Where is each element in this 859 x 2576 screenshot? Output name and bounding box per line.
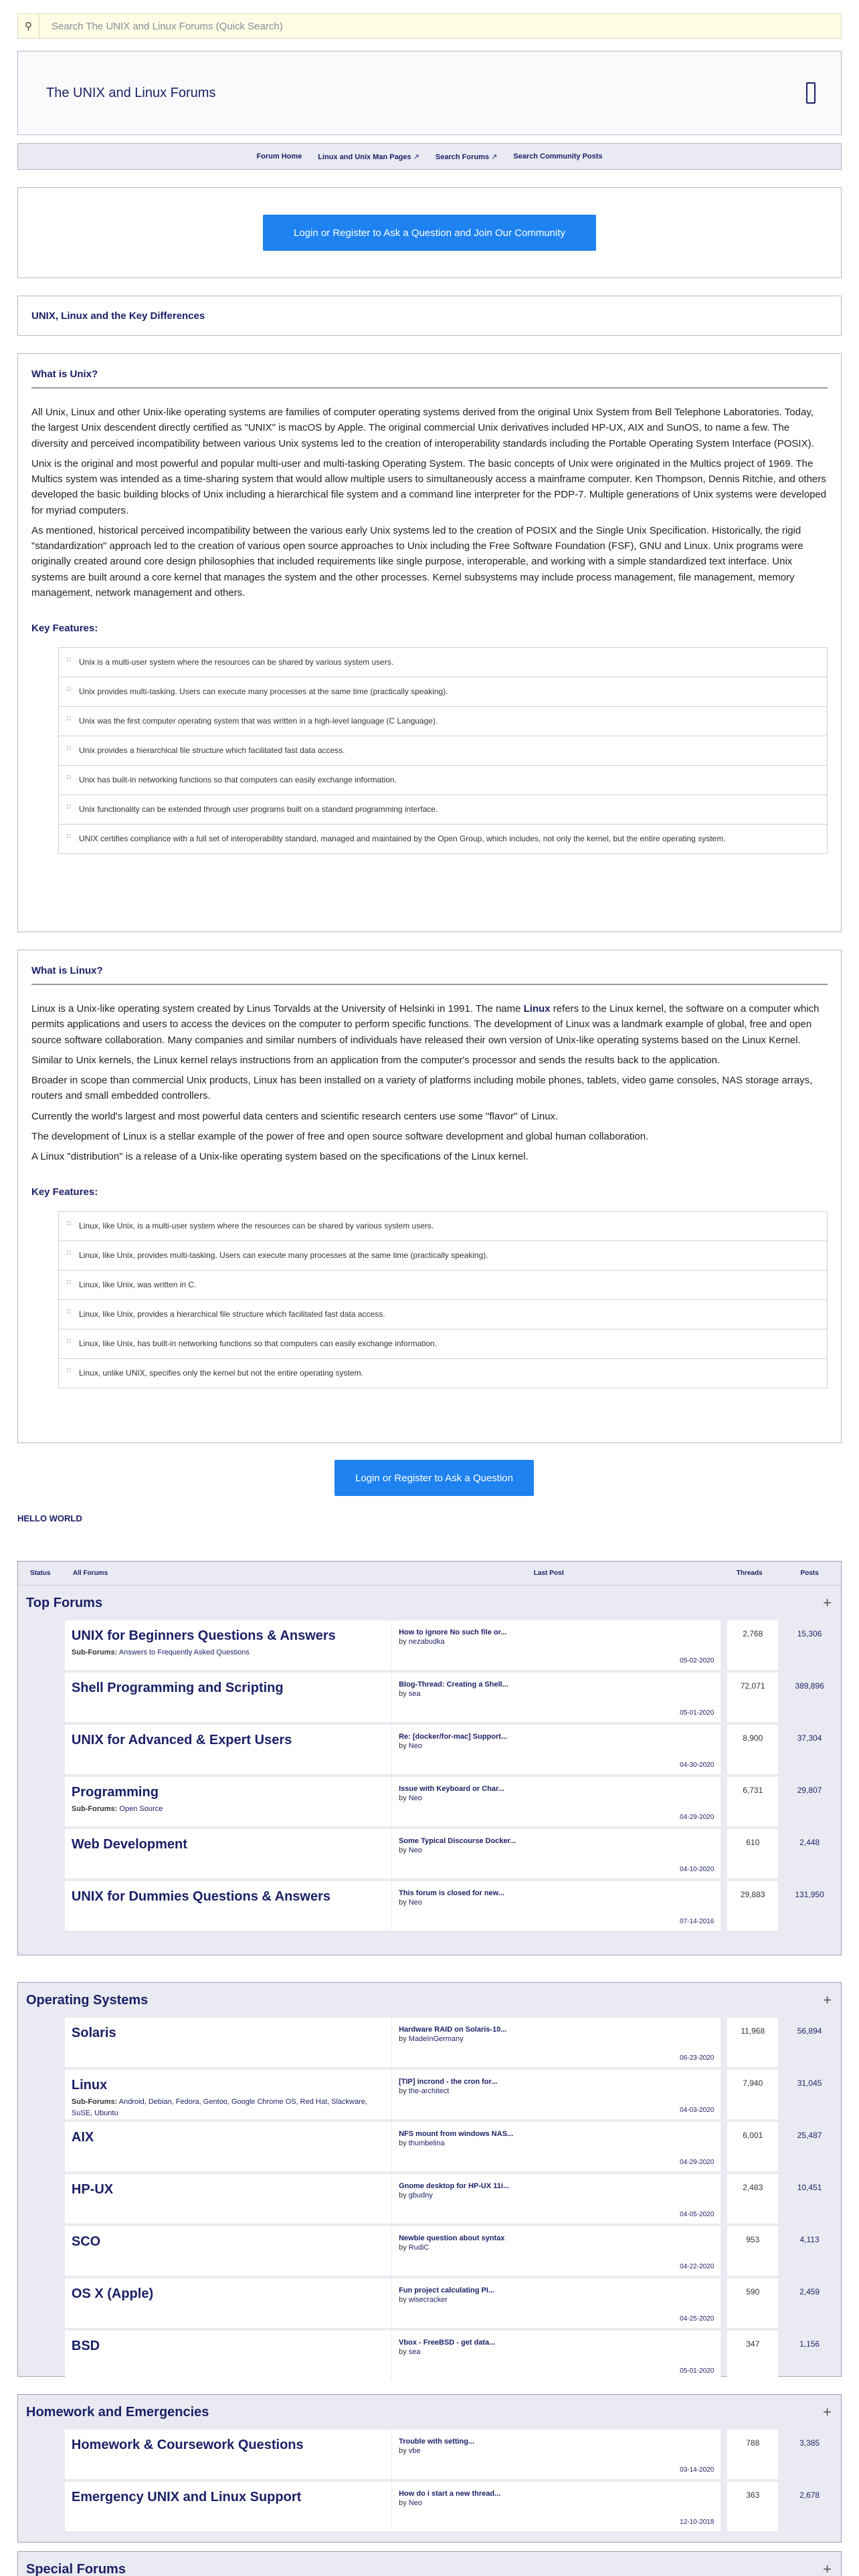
subforum-links[interactable]: Android, Debian, Fedora, Gentoo, Google Chrome OS, Red Hat, Slackware, SuSE, Ubuntu [71, 2098, 367, 2117]
site-header [17, 51, 842, 135]
by-label: by [399, 2244, 407, 2252]
site-name-link[interactable]: The UNIX and Linux Forums [46, 85, 216, 100]
forum-status-icon [18, 2174, 65, 2224]
thread-count: 953 [727, 2226, 778, 2276]
last-post-date: 04-22-2020 [680, 2263, 714, 2270]
category-header[interactable] [18, 1586, 841, 1620]
forum-name-link[interactable]: Programming [71, 1785, 159, 1800]
forum-name-link[interactable]: Linux [71, 2078, 108, 2092]
category-header[interactable] [18, 2395, 841, 2430]
login-register-button[interactable]: Login or Register to Ask a Question and Join Our Community [263, 215, 596, 251]
cell-gap [721, 1829, 727, 1879]
last-post-title-link[interactable]: How do i start a new thread... [399, 2490, 501, 2498]
cell-gap [721, 2122, 727, 2171]
post-count: 10,451 [797, 2183, 822, 2192]
thread-count: 72,071 [727, 1673, 778, 1722]
post-count: 15,306 [797, 1629, 822, 1638]
post-count: 2,459 [799, 2287, 820, 2296]
forum-status-icon [18, 1777, 65, 1826]
hamburger-menu-icon[interactable] [806, 82, 816, 104]
category-name[interactable]: Special Forums [26, 2561, 126, 2576]
header-last-post: Last Post [533, 1570, 564, 1577]
last-post-cell [392, 2482, 721, 2531]
forum-name-link[interactable]: Shell Programming and Scripting [71, 1681, 284, 1695]
forum-row [18, 1673, 841, 1722]
by-label: by [399, 1742, 407, 1750]
subforum-links[interactable]: Open Source [119, 1805, 163, 1813]
by-label: by [399, 2087, 407, 2095]
last-post-author-link[interactable]: vbe [408, 2447, 421, 2455]
forum-cell [65, 1829, 392, 1879]
last-post-cell [392, 2070, 721, 2119]
by-label: by [399, 1690, 407, 1698]
unix-paragraph: As mentioned, historical perceived incompatibility between the various early Unix systems led to the creation of POSIX and the Single Unix Specification. Historically, the rigid "standardization" approach led to the creation of various open source approaches to Unix including the Free Software Foundation (FSF), GNU and Linux. Unix programs were originally created around core design philosophies that included requirements like single purpose, interoperable, and working with a simple standardized text interface. Unix systems are built around a core kernel that manages the system and the other processes. Kernel subsystems may include process management, file management, memory management, network management and others. [31, 524, 803, 599]
last-post-cell [392, 2331, 721, 2380]
forum-category-section [17, 2551, 842, 2576]
last-post-author-link[interactable]: sea [408, 1690, 421, 1698]
linux-text: Linux is a Unix-like operating system created by Linus Torvalds at the University of Helsinki in 1991. The name [31, 1003, 524, 1014]
last-post-title-link[interactable]: [TIP] incrond - the cron for... [399, 2078, 498, 2086]
forum-status-icon [18, 2331, 65, 2380]
last-post-author-link[interactable]: wisecracker [408, 2296, 448, 2304]
last-post-date: 05-01-2020 [680, 2367, 714, 2375]
feature-item: □ Linux, like Unix, is a multi-user system where the resources can be shared by various system users. [59, 1212, 827, 1241]
last-post-cell [392, 1620, 721, 1670]
category-name[interactable]: Operating Systems [26, 1992, 149, 2008]
linux-paragraph: Similar to Unix kernels, the Linux kernel relays instructions from an application from the computer's processor and sends the results back to the application. [31, 1054, 721, 1066]
thread-count: 11,968 [727, 2018, 778, 2067]
category-header[interactable] [18, 1983, 841, 2018]
forum-row [18, 2226, 841, 2276]
thread-count: 2,768 [727, 1620, 778, 1670]
last-post-title-link[interactable]: Issue with Keyboard or Char... [399, 1785, 504, 1793]
top-nav [17, 143, 842, 170]
last-post-author-line [399, 1742, 715, 1750]
last-post-author-line [399, 2191, 715, 2199]
linux-paragraph [31, 1001, 828, 1048]
last-post-author-link[interactable]: Neo [408, 2499, 422, 2507]
by-label: by [399, 1846, 407, 1854]
last-post-author-line [399, 1690, 715, 1698]
last-post-date: 06-23-2020 [680, 2054, 714, 2062]
forum-cell [65, 1881, 392, 1931]
unix-paragraph: All Unix, Linux and other Unix-like operating systems are families of computer operating systems derived from the original Unix System from Bell Telephone Laboratories. Today, the largest Unix descendent directly certified as "UNIX" is macOS by Apple. The original commercial Unix derivatives included HP-UX, AIX and SunOS, to name a few. The diversity and perceived incompatibility between various Unix systems led to the creation of interoperability standards including the Portable Operating System Interface (POSIX). [31, 407, 814, 449]
forum-row [18, 1881, 841, 1931]
forum-status-icon [18, 1673, 65, 1722]
last-post-author-line [399, 2035, 715, 2043]
forum-name-link[interactable]: UNIX for Beginners Questions & Answers [71, 1628, 336, 1643]
page-title: UNIX, Linux and the Key Differences [17, 296, 842, 336]
linux-paragraph: Currently the world's largest and most powerful data centers and scientific research centers use some "flavor" of Linux. [31, 1110, 559, 1122]
forum-status-icon [18, 2482, 65, 2531]
category-header[interactable] [18, 2552, 841, 2576]
thread-count: 788 [727, 2430, 778, 2479]
last-post-date: 05-02-2020 [680, 1657, 714, 1665]
forum-status-icon [18, 2070, 65, 2119]
last-post-title-link[interactable]: Gnome desktop for HP-UX 11i... [399, 2182, 510, 2190]
cell-gap [721, 1881, 727, 1931]
forum-cell [65, 1725, 392, 1774]
forum-cell [65, 2018, 392, 2067]
cell-gap [721, 2482, 727, 2531]
last-post-date: 12-10-2018 [680, 2518, 714, 2526]
feature-item: □ UNIX certifies compliance with a full set of interoperability standard, managed and maintained by the Open Group, which includes, not only the kernel, but the entire operating system. [59, 825, 827, 853]
forum-name-link[interactable]: Web Development [71, 1837, 187, 1852]
subforums-label: Sub-Forums: [71, 2098, 118, 2106]
by-label: by [399, 2296, 407, 2304]
thread-count: 8,900 [727, 1725, 778, 1774]
cell-gap [721, 1777, 727, 1826]
last-post-title-link[interactable]: Fun project calculating PI... [399, 2286, 495, 2294]
last-post-author-link[interactable]: thumbelina [408, 2139, 445, 2147]
subforums-label: Sub-Forums: [71, 1805, 118, 1813]
cell-gap [721, 2018, 727, 2067]
forum-cell [65, 1620, 392, 1670]
post-count: 3,385 [799, 2438, 820, 2448]
thread-count: 610 [727, 1829, 778, 1879]
last-post-author-line [399, 1794, 715, 1802]
last-post-date: 04-25-2020 [680, 2315, 714, 2323]
post-count: 389,896 [795, 1681, 824, 1691]
post-count: 131,950 [795, 1890, 824, 1899]
feature-item: □ Unix is a multi-user system where the resources can be shared by various system users. [59, 648, 827, 677]
thread-count: 6,731 [727, 1777, 778, 1826]
forum-table-header [18, 1562, 841, 1586]
forum-row [18, 1620, 841, 1670]
last-post-title-link[interactable]: This forum is closed for new... [399, 1889, 504, 1897]
thread-count: 29,883 [727, 1881, 778, 1931]
last-post-date: 04-29-2020 [680, 1814, 714, 1821]
by-label: by [399, 2139, 407, 2147]
forum-name-link[interactable]: OS X (Apple) [71, 2286, 154, 2301]
last-post-cell [392, 2174, 721, 2224]
last-post-date: 03-14-2020 [680, 2466, 714, 2474]
cell-gap [721, 1673, 727, 1722]
forum-row [18, 1777, 841, 1826]
feature-item: □ Linux, like Unix, provides a hierarchical file structure which facilitated fast data access. [59, 1300, 827, 1329]
last-post-author-line [399, 2447, 715, 2455]
post-count: 4,113 [799, 2235, 820, 2244]
cell-gap [721, 2226, 727, 2276]
last-post-date: 04-29-2020 [680, 2159, 714, 2166]
last-post-date: 04-10-2020 [680, 1866, 714, 1873]
forum-name-link[interactable]: Homework & Coursework Questions [71, 2438, 304, 2452]
by-label: by [399, 1794, 407, 1802]
forum-row [18, 2482, 841, 2531]
last-post-author-link[interactable]: Neo [408, 1899, 422, 1907]
subforum-links[interactable]: Answers to Frequently Asked Questions [118, 1648, 250, 1656]
last-post-author-line [399, 2244, 715, 2252]
last-post-cell [392, 1673, 721, 1722]
last-post-title-link[interactable]: Re: [docker/for-mac] Support... [399, 1733, 508, 1741]
category-name[interactable]: Top Forums [26, 1595, 103, 1610]
nav-search-community-posts[interactable]: Search Community Posts [513, 152, 603, 160]
forum-cell [65, 2070, 392, 2119]
post-count: 29,807 [797, 1786, 822, 1795]
feature-item: □ Unix was the first computer operating system that was written in a high-level language (C Language). [59, 707, 827, 736]
post-count: 56,894 [797, 2026, 822, 2036]
subforums-line [72, 1647, 391, 1658]
last-post-cell [392, 2122, 721, 2171]
last-post-title-link[interactable]: How to ignore No such file or... [399, 1628, 507, 1636]
forum-name-link[interactable]: BSD [71, 2339, 100, 2353]
feature-item: □ Linux, like Unix, was written in C. [59, 1271, 827, 1300]
post-count: 37,304 [797, 1733, 822, 1743]
search-bar[interactable] [17, 13, 842, 39]
linux-bold-term: Linux [523, 1003, 551, 1014]
unix-heading: What is Unix? [31, 368, 828, 389]
forum-cell [65, 2278, 392, 2328]
nav-forum-home[interactable]: Forum Home [256, 152, 302, 160]
search-input[interactable]: Search The UNIX and Linux Forums (Quick Search) [52, 20, 283, 32]
forum-row [18, 1725, 841, 1774]
category-name[interactable]: Homework and Emergencies [26, 2404, 209, 2420]
subforums-label: Sub-Forums: [71, 1648, 118, 1656]
by-label: by [399, 2447, 407, 2455]
last-post-title-link[interactable]: Blog-Thread: Creating a Shell... [399, 1681, 508, 1689]
row-separator [18, 2531, 841, 2534]
by-label: by [399, 2035, 407, 2043]
feature-item: □ Linux, like Unix, has built-in networking functions so that computers can easily exchange information. [59, 1329, 827, 1359]
forum-row [18, 2070, 841, 2119]
feature-item: □ Unix has built-in networking functions so that computers can easily exchange information. [59, 766, 827, 795]
unix-paragraph: Unix is the original and most powerful and popular multi-user and multi-tasking Operating System. The basic concepts of Unix were originated in the Multics project of 1969. The Multics system was intended as a time-sharing system that would allow multiple users to simultaneously access a mainframe computer. Ken Thompson, Dennis Ritchie, and others developed the basic building blocks of Unix including a hierarchical file system and a command line interpreter for the PDP-7. Multiple generations of Unix systems were developed for myriad computers. [31, 457, 827, 516]
forum-row [18, 1829, 841, 1879]
cell-gap [721, 2430, 727, 2479]
last-post-author-line [399, 2348, 715, 2356]
post-count: 31,045 [797, 2078, 822, 2088]
cell-gap [721, 2174, 727, 2224]
expand-plus-icon[interactable]: + [823, 2561, 832, 2576]
forum-row [18, 2174, 841, 2224]
linux-article [17, 950, 842, 1443]
forum-cell [65, 2122, 392, 2171]
forum-name-link[interactable]: UNIX for Advanced & Expert Users [71, 1733, 292, 1747]
by-label: by [399, 1899, 407, 1907]
forum-status-icon [18, 1881, 65, 1931]
thread-count: 347 [727, 2331, 778, 2380]
forum-status-icon [18, 1725, 65, 1774]
forum-name-link[interactable]: Emergency UNIX and Linux Support [71, 2490, 302, 2504]
expand-plus-icon[interactable]: + [823, 1992, 832, 2008]
nav-search-forums[interactable]: Search Forums ↗ [436, 152, 497, 161]
last-post-date: 07-14-2016 [680, 1918, 714, 1925]
last-post-title-link[interactable]: NFS mount from windows NAS... [399, 2130, 514, 2138]
forum-status-icon [18, 1829, 65, 1879]
cell-gap [721, 2070, 727, 2119]
last-post-title-link[interactable]: Vbox - FreeBSD - get data... [399, 2339, 496, 2347]
thread-count: 2,483 [727, 2174, 778, 2224]
last-post-cell [392, 1881, 721, 1931]
linux-features-heading: Key Features: [31, 1186, 98, 1198]
cell-gap [721, 1725, 727, 1774]
linux-heading: What is Linux? [31, 965, 828, 985]
forum-row [18, 2018, 841, 2067]
forum-status-icon [18, 2278, 65, 2328]
last-post-author-line [399, 2296, 715, 2304]
linux-paragraph: Broader in scope than commercial Unix products, Linux has been installed on a variety of platforms including mobile phones, tablets, video game consoles, NAS storage arrays, routers and small embedded controllers. [31, 1075, 813, 1102]
feature-item: □ Unix provides multi-tasking. Users can execute many processes at the same time (practically speaking). [59, 677, 827, 707]
login-panel [17, 187, 842, 278]
last-post-title-link[interactable]: Hardware RAID on Solaris-10... [399, 2026, 507, 2034]
expand-plus-icon[interactable]: + [823, 1594, 832, 1611]
header-all-forums: All Forums [72, 1570, 108, 1577]
last-post-cell [392, 1777, 721, 1826]
unix-article [17, 353, 842, 932]
last-post-author-link[interactable]: sea [408, 2348, 421, 2356]
thread-count: 590 [727, 2278, 778, 2328]
last-post-cell [392, 2278, 721, 2328]
subforums-line [72, 1804, 391, 1815]
linux-paragraph: The development of Linux is a stellar example of the power of free and open source software development and global human collaboration. [31, 1130, 649, 1142]
forum-cell [65, 2226, 392, 2276]
last-post-author-line [399, 1899, 715, 1907]
forum-name-link[interactable]: Solaris [71, 2026, 116, 2040]
subforums-line [72, 2097, 391, 2119]
last-post-title-link[interactable]: Trouble with setting... [399, 2438, 475, 2446]
forum-category-section [17, 1561, 842, 1955]
last-post-date: 04-30-2020 [680, 1761, 714, 1769]
forum-category-section [17, 2394, 842, 2543]
cell-gap [721, 1620, 727, 1670]
unix-features-list [58, 647, 828, 854]
forum-row [18, 2278, 841, 2328]
feature-item: □ Unix functionality can be extended through user programs built on a standard programming interface. [59, 795, 827, 825]
last-post-title-link[interactable]: Some Typical Discourse Docker... [399, 1837, 516, 1845]
last-post-author-link[interactable]: RudiC [408, 2244, 430, 2252]
forum-status-icon [18, 2122, 65, 2171]
feature-item: □ Linux, like Unix, provides multi-tasking. Users can execute many processes at the same time (practically speaking). [59, 1241, 827, 1271]
post-count: 2,678 [799, 2490, 820, 2500]
last-post-author-link[interactable]: Neo [408, 1846, 422, 1854]
forum-status-icon [18, 1620, 65, 1670]
last-post-author-line [399, 1846, 715, 1854]
by-label: by [399, 1638, 407, 1646]
last-post-cell [392, 2018, 721, 2067]
forum-cell [65, 2430, 392, 2479]
forum-status-icon [18, 2018, 65, 2067]
cell-gap [721, 2278, 727, 2328]
last-post-author-line [399, 2087, 715, 2095]
thread-count: 6,001 [727, 2122, 778, 2171]
last-post-date: 04-05-2020 [680, 2211, 714, 2218]
forum-name-link[interactable]: HP-UX [71, 2182, 114, 2197]
forum-cell [65, 1673, 392, 1722]
forum-name-link[interactable]: UNIX for Dummies Questions & Answers [71, 1889, 331, 1904]
feature-item: □ Linux, unlike UNIX, specifies only the kernel but not the entire operating system. [59, 1359, 827, 1388]
last-post-date: 04-03-2020 [680, 2107, 714, 2114]
last-post-author-link[interactable]: MadeInGermany [408, 2035, 464, 2043]
header-threads: Threads [736, 1570, 763, 1577]
forum-name-link[interactable]: AIX [71, 2130, 94, 2145]
last-post-author-link[interactable]: Neo [408, 1794, 422, 1802]
last-post-author-link[interactable]: gbudny [408, 2191, 433, 2199]
linux-features-list [58, 1211, 828, 1388]
last-post-date: 05-01-2020 [680, 1709, 714, 1717]
forum-row [18, 2331, 841, 2380]
post-count: 1,156 [799, 2339, 820, 2349]
forum-category-section [17, 1982, 842, 2377]
feature-item: □ Unix provides a hierarchical file structure which facilitated fast data access. [59, 736, 827, 766]
linux-paragraph: A Linux "distribution" is a release of a Unix-like operating system based on the specifications of the Linux kernel. [31, 1151, 529, 1162]
last-post-cell [392, 2226, 721, 2276]
header-status: Status [30, 1570, 51, 1577]
last-post-title-link[interactable]: Newbie question about syntax [399, 2234, 505, 2242]
by-label: by [399, 2499, 407, 2507]
last-post-author-link[interactable]: nezabudka [408, 1638, 445, 1646]
last-post-author-line [399, 1638, 715, 1646]
last-post-author-link[interactable]: the-architect [408, 2087, 450, 2095]
row-separator [18, 1931, 841, 1933]
forum-cell [65, 2482, 392, 2531]
linux-text: refers to the Linux kernel, the software on a computer which permits applications and users to access the devices on the computer to perform specific functions. The development of Linux was a landmark example of global, free and open source software collaboration. Many companies and similar numbers of individuals have released their own version of Unix-like operating systems based on the Linux Kernel. [31, 1003, 820, 1046]
last-post-cell [392, 2430, 721, 2479]
post-count: 25,487 [797, 2131, 822, 2140]
last-post-cell [392, 1829, 721, 1879]
header-posts: Posts [800, 1570, 819, 1577]
post-count: 2,448 [799, 1838, 820, 1847]
by-label: by [399, 2191, 407, 2199]
last-post-author-line [399, 2499, 715, 2507]
forum-status-icon [18, 2430, 65, 2479]
unix-features-heading: Key Features: [31, 623, 98, 634]
row-separator [18, 2380, 841, 2383]
forum-cell [65, 1777, 392, 1826]
expand-plus-icon[interactable]: + [823, 2403, 832, 2420]
login-register-button-secondary[interactable]: Login or Register to Ask a Question [335, 1460, 534, 1496]
by-label: by [399, 2348, 407, 2356]
forum-cell [65, 2331, 392, 2380]
thread-count: 363 [727, 2482, 778, 2531]
thread-count: 7,940 [727, 2070, 778, 2119]
forum-row [18, 2122, 841, 2171]
nav-man-pages[interactable]: Linux and Unix Man Pages ↗ [318, 152, 419, 161]
cell-gap [721, 2331, 727, 2380]
hello-world-heading: HELLO WORLD [17, 1513, 82, 1523]
last-post-cell [392, 1725, 721, 1774]
last-post-author-link[interactable]: Neo [408, 1742, 422, 1750]
forum-cell [65, 2174, 392, 2224]
search-icon[interactable]: ⚲ [18, 14, 39, 38]
forum-row [18, 2430, 841, 2479]
last-post-author-line [399, 2139, 715, 2147]
forum-status-icon [18, 2226, 65, 2276]
forum-name-link[interactable]: SCO [71, 2234, 101, 2249]
